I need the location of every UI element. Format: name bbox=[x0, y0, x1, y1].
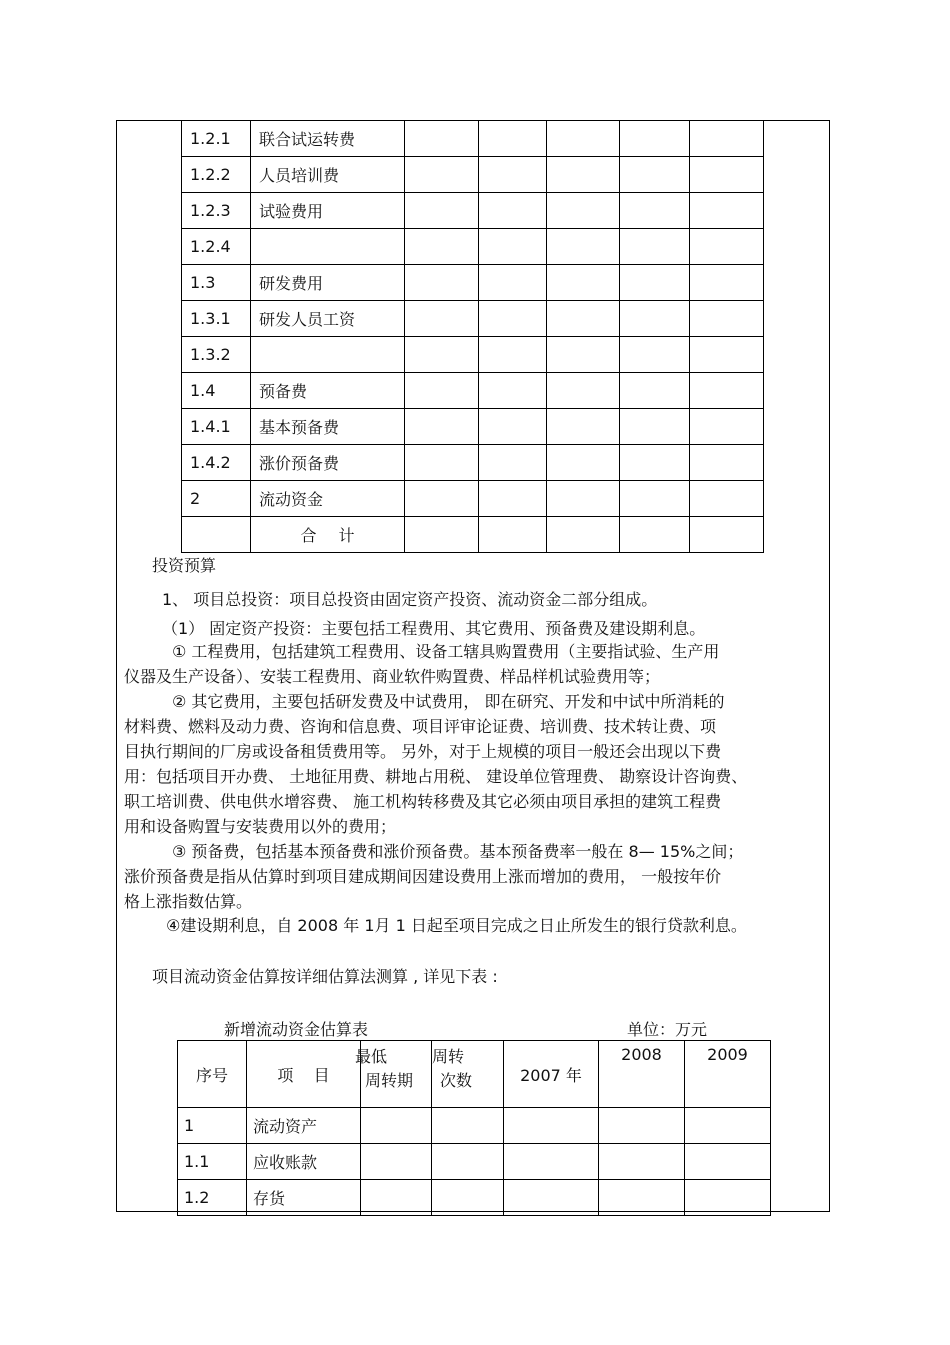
empty-cell bbox=[599, 1108, 685, 1144]
empty-cell bbox=[690, 373, 764, 409]
header-seq: 序号 bbox=[178, 1041, 247, 1108]
empty-cell bbox=[479, 481, 547, 517]
table-row bbox=[182, 121, 764, 157]
table-row bbox=[182, 373, 764, 409]
empty-cell bbox=[479, 301, 547, 337]
row-code: 1.2 bbox=[178, 1180, 247, 1216]
row-name: 存货 bbox=[247, 1180, 361, 1216]
empty-cell bbox=[432, 1144, 504, 1180]
row-name: 基本预备费 bbox=[251, 409, 405, 445]
table-row bbox=[178, 1180, 771, 1216]
empty-cell bbox=[405, 445, 479, 481]
header-turn-l2: 次数 bbox=[440, 1071, 473, 1090]
empty-cell bbox=[690, 481, 764, 517]
empty-cell bbox=[547, 301, 620, 337]
empty-cell bbox=[361, 1144, 432, 1180]
empty-cell bbox=[405, 229, 479, 265]
empty-cell bbox=[620, 373, 690, 409]
empty-cell bbox=[620, 157, 690, 193]
empty-cell bbox=[405, 265, 479, 301]
paragraph-other-cost-l4: 用：包括项目开办费、 土地征用费、耕地占用税、 建设单位管理费、 勘察设计咨询费、 bbox=[124, 767, 748, 786]
paragraph-working-capital: 项目流动资金估算按详细估算法测算 , 详见下表 : bbox=[152, 967, 498, 986]
empty-cell bbox=[547, 517, 620, 553]
fund-table-title: 新增流动资金估算表 bbox=[224, 1020, 369, 1039]
empty-cell bbox=[547, 445, 620, 481]
row-code: 1 bbox=[178, 1108, 247, 1144]
empty-cell bbox=[690, 301, 764, 337]
header-min-l1: 最低 bbox=[355, 1047, 388, 1066]
empty-cell bbox=[361, 1108, 432, 1144]
empty-cell bbox=[405, 337, 479, 373]
empty-cell bbox=[547, 193, 620, 229]
empty-cell bbox=[620, 229, 690, 265]
row-name: 联合试运转费 bbox=[251, 121, 405, 157]
empty-cell bbox=[547, 373, 620, 409]
empty-cell bbox=[690, 337, 764, 373]
empty-cell bbox=[405, 193, 479, 229]
empty-cell bbox=[432, 1108, 504, 1144]
empty-cell bbox=[620, 409, 690, 445]
row-name: 研发费用 bbox=[251, 265, 405, 301]
row-name: 人员培训费 bbox=[251, 157, 405, 193]
total-row bbox=[182, 517, 764, 553]
header-turn-l1: 周转 bbox=[432, 1047, 465, 1066]
empty-cell bbox=[479, 517, 547, 553]
header-turnover bbox=[432, 1041, 504, 1108]
row-code: 1.2.2 bbox=[182, 157, 251, 193]
table-row bbox=[182, 409, 764, 445]
paragraph-reserve-l2: 涨价预备费是指从估算时到项目建成期间因建设费用上涨而增加的费用， 一般按年价 bbox=[124, 867, 722, 886]
paragraph-total-investment: 1、 项目总投资：项目总投资由固定资产投资、流动资金二部分组成。 bbox=[162, 590, 658, 609]
empty-cell bbox=[685, 1144, 771, 1180]
empty-cell bbox=[547, 229, 620, 265]
empty-cell bbox=[405, 481, 479, 517]
empty-cell bbox=[599, 1180, 685, 1216]
section-heading: 投资预算 bbox=[152, 556, 217, 575]
table-row bbox=[182, 157, 764, 193]
empty-cell bbox=[690, 517, 764, 553]
empty-cell bbox=[599, 1144, 685, 1180]
table-row bbox=[178, 1144, 771, 1180]
table-row bbox=[182, 337, 764, 373]
row-name: 预备费 bbox=[251, 373, 405, 409]
empty-cell bbox=[547, 337, 620, 373]
fund-header-row bbox=[178, 1041, 771, 1108]
paragraph-other-cost-l5: 职工培训费、供电供水增容费、 施工机构转移费及其它必须由项目承担的建筑工程费 bbox=[124, 792, 722, 811]
empty-cell bbox=[690, 229, 764, 265]
row-name: 涨价预备费 bbox=[251, 445, 405, 481]
table-row bbox=[182, 481, 764, 517]
empty-cell bbox=[547, 121, 620, 157]
row-name: 流动资金 bbox=[251, 481, 405, 517]
header-min-period bbox=[355, 1041, 432, 1108]
table-row bbox=[182, 193, 764, 229]
row-code: 1.3.2 bbox=[182, 337, 251, 373]
table-row bbox=[182, 265, 764, 301]
empty-cell bbox=[620, 337, 690, 373]
table-row bbox=[178, 1108, 771, 1144]
empty-cell bbox=[479, 409, 547, 445]
empty-cell bbox=[620, 481, 690, 517]
row-code: 1.4.2 bbox=[182, 445, 251, 481]
row-code: 1.1 bbox=[178, 1144, 247, 1180]
empty-cell bbox=[504, 1108, 599, 1144]
row-code: 1.3 bbox=[182, 265, 251, 301]
empty-cell bbox=[690, 157, 764, 193]
table-row bbox=[182, 445, 764, 481]
table-row bbox=[182, 301, 764, 337]
fund-table-unit: 单位：万元 bbox=[627, 1020, 708, 1039]
paragraph-fixed-assets: （1） 固定资产投资：主要包括工程费用、其它费用、预备费及建设期利息。 bbox=[162, 619, 706, 638]
empty-cell bbox=[432, 1180, 504, 1216]
empty-cell bbox=[690, 445, 764, 481]
empty-cell bbox=[479, 157, 547, 193]
empty-cell bbox=[479, 445, 547, 481]
empty-cell bbox=[405, 121, 479, 157]
row-code: 2 bbox=[182, 481, 251, 517]
empty-cell bbox=[690, 121, 764, 157]
empty-cell bbox=[547, 157, 620, 193]
empty-cell bbox=[504, 1180, 599, 1216]
header-2008: 2008 bbox=[599, 1041, 685, 1108]
paragraph-other-cost-l6: 用和设备购置与安装费用以外的费用； bbox=[124, 817, 397, 836]
empty-cell bbox=[479, 229, 547, 265]
empty-cell bbox=[685, 1108, 771, 1144]
empty-cell bbox=[620, 265, 690, 301]
empty-cell bbox=[405, 373, 479, 409]
total-label: 合计 bbox=[251, 517, 405, 553]
paragraph-engineering-cost-l1: ① 工程费用，包括建筑工程费用、设备工辖具购置费用（主要指试验、生产用 bbox=[172, 642, 720, 661]
empty-cell bbox=[690, 265, 764, 301]
empty-cell bbox=[361, 1180, 432, 1216]
empty-cell bbox=[182, 517, 251, 553]
empty-cell bbox=[504, 1144, 599, 1180]
empty-cell bbox=[405, 409, 479, 445]
paragraph-reserve-l3: 格上涨指数估算。 bbox=[124, 892, 253, 911]
row-name: 应收账款 bbox=[247, 1144, 361, 1180]
table-row bbox=[182, 229, 764, 265]
empty-cell bbox=[620, 301, 690, 337]
investment-cost-table bbox=[181, 120, 764, 553]
empty-cell bbox=[405, 517, 479, 553]
empty-cell bbox=[690, 409, 764, 445]
empty-cell bbox=[405, 301, 479, 337]
empty-cell bbox=[479, 121, 547, 157]
row-name bbox=[251, 337, 405, 373]
paragraph-other-cost-l3: 目执行期间的厂房或设备租赁费用等。 另外，对于上规模的项目一般还会出现以下费 bbox=[124, 742, 722, 761]
row-name: 试验费用 bbox=[251, 193, 405, 229]
header-min-l2: 周转期 bbox=[365, 1071, 414, 1090]
empty-cell bbox=[690, 193, 764, 229]
header-2009: 2009 bbox=[685, 1041, 771, 1108]
paragraph-reserve-l1: ③ 预备费，包括基本预备费和涨价预备费。基本预备费率一般在 8— 15%之间； bbox=[172, 842, 744, 861]
empty-cell bbox=[685, 1180, 771, 1216]
header-2007: 2007 年 bbox=[504, 1041, 599, 1108]
paragraph-engineering-cost-l2: 仪器及生产设备）、安装工程费用、商业软件购置费、样品样机试验费用等； bbox=[124, 667, 661, 686]
empty-cell bbox=[479, 193, 547, 229]
empty-cell bbox=[620, 517, 690, 553]
row-code: 1.4 bbox=[182, 373, 251, 409]
row-code: 1.2.4 bbox=[182, 229, 251, 265]
working-capital-table bbox=[177, 1040, 771, 1216]
paragraph-interest: ④建设期利息，自 2008 年 1月 1 日起至项目完成之日止所发生的银行贷款利息。 bbox=[166, 916, 747, 935]
empty-cell bbox=[547, 265, 620, 301]
row-code: 1.3.1 bbox=[182, 301, 251, 337]
empty-cell bbox=[479, 337, 547, 373]
empty-cell bbox=[547, 409, 620, 445]
empty-cell bbox=[479, 265, 547, 301]
empty-cell bbox=[405, 157, 479, 193]
row-name bbox=[251, 229, 405, 265]
row-name: 流动资产 bbox=[247, 1108, 361, 1144]
paragraph-other-cost-l2: 材料费、燃料及动力费、咨询和信息费、项目评审论证费、培训费、技术转让费、项 bbox=[124, 717, 717, 736]
row-code: 1.4.1 bbox=[182, 409, 251, 445]
empty-cell bbox=[479, 373, 547, 409]
paragraph-other-cost-l1: ② 其它费用，主要包括研发费及中试费用， 即在研究、开发和中试中所消耗的 bbox=[172, 692, 725, 711]
row-code: 1.2.1 bbox=[182, 121, 251, 157]
empty-cell bbox=[620, 193, 690, 229]
empty-cell bbox=[620, 445, 690, 481]
row-code: 1.2.3 bbox=[182, 193, 251, 229]
empty-cell bbox=[620, 121, 690, 157]
row-name: 研发人员工资 bbox=[251, 301, 405, 337]
empty-cell bbox=[547, 481, 620, 517]
header-item: 项 目 bbox=[247, 1041, 361, 1108]
